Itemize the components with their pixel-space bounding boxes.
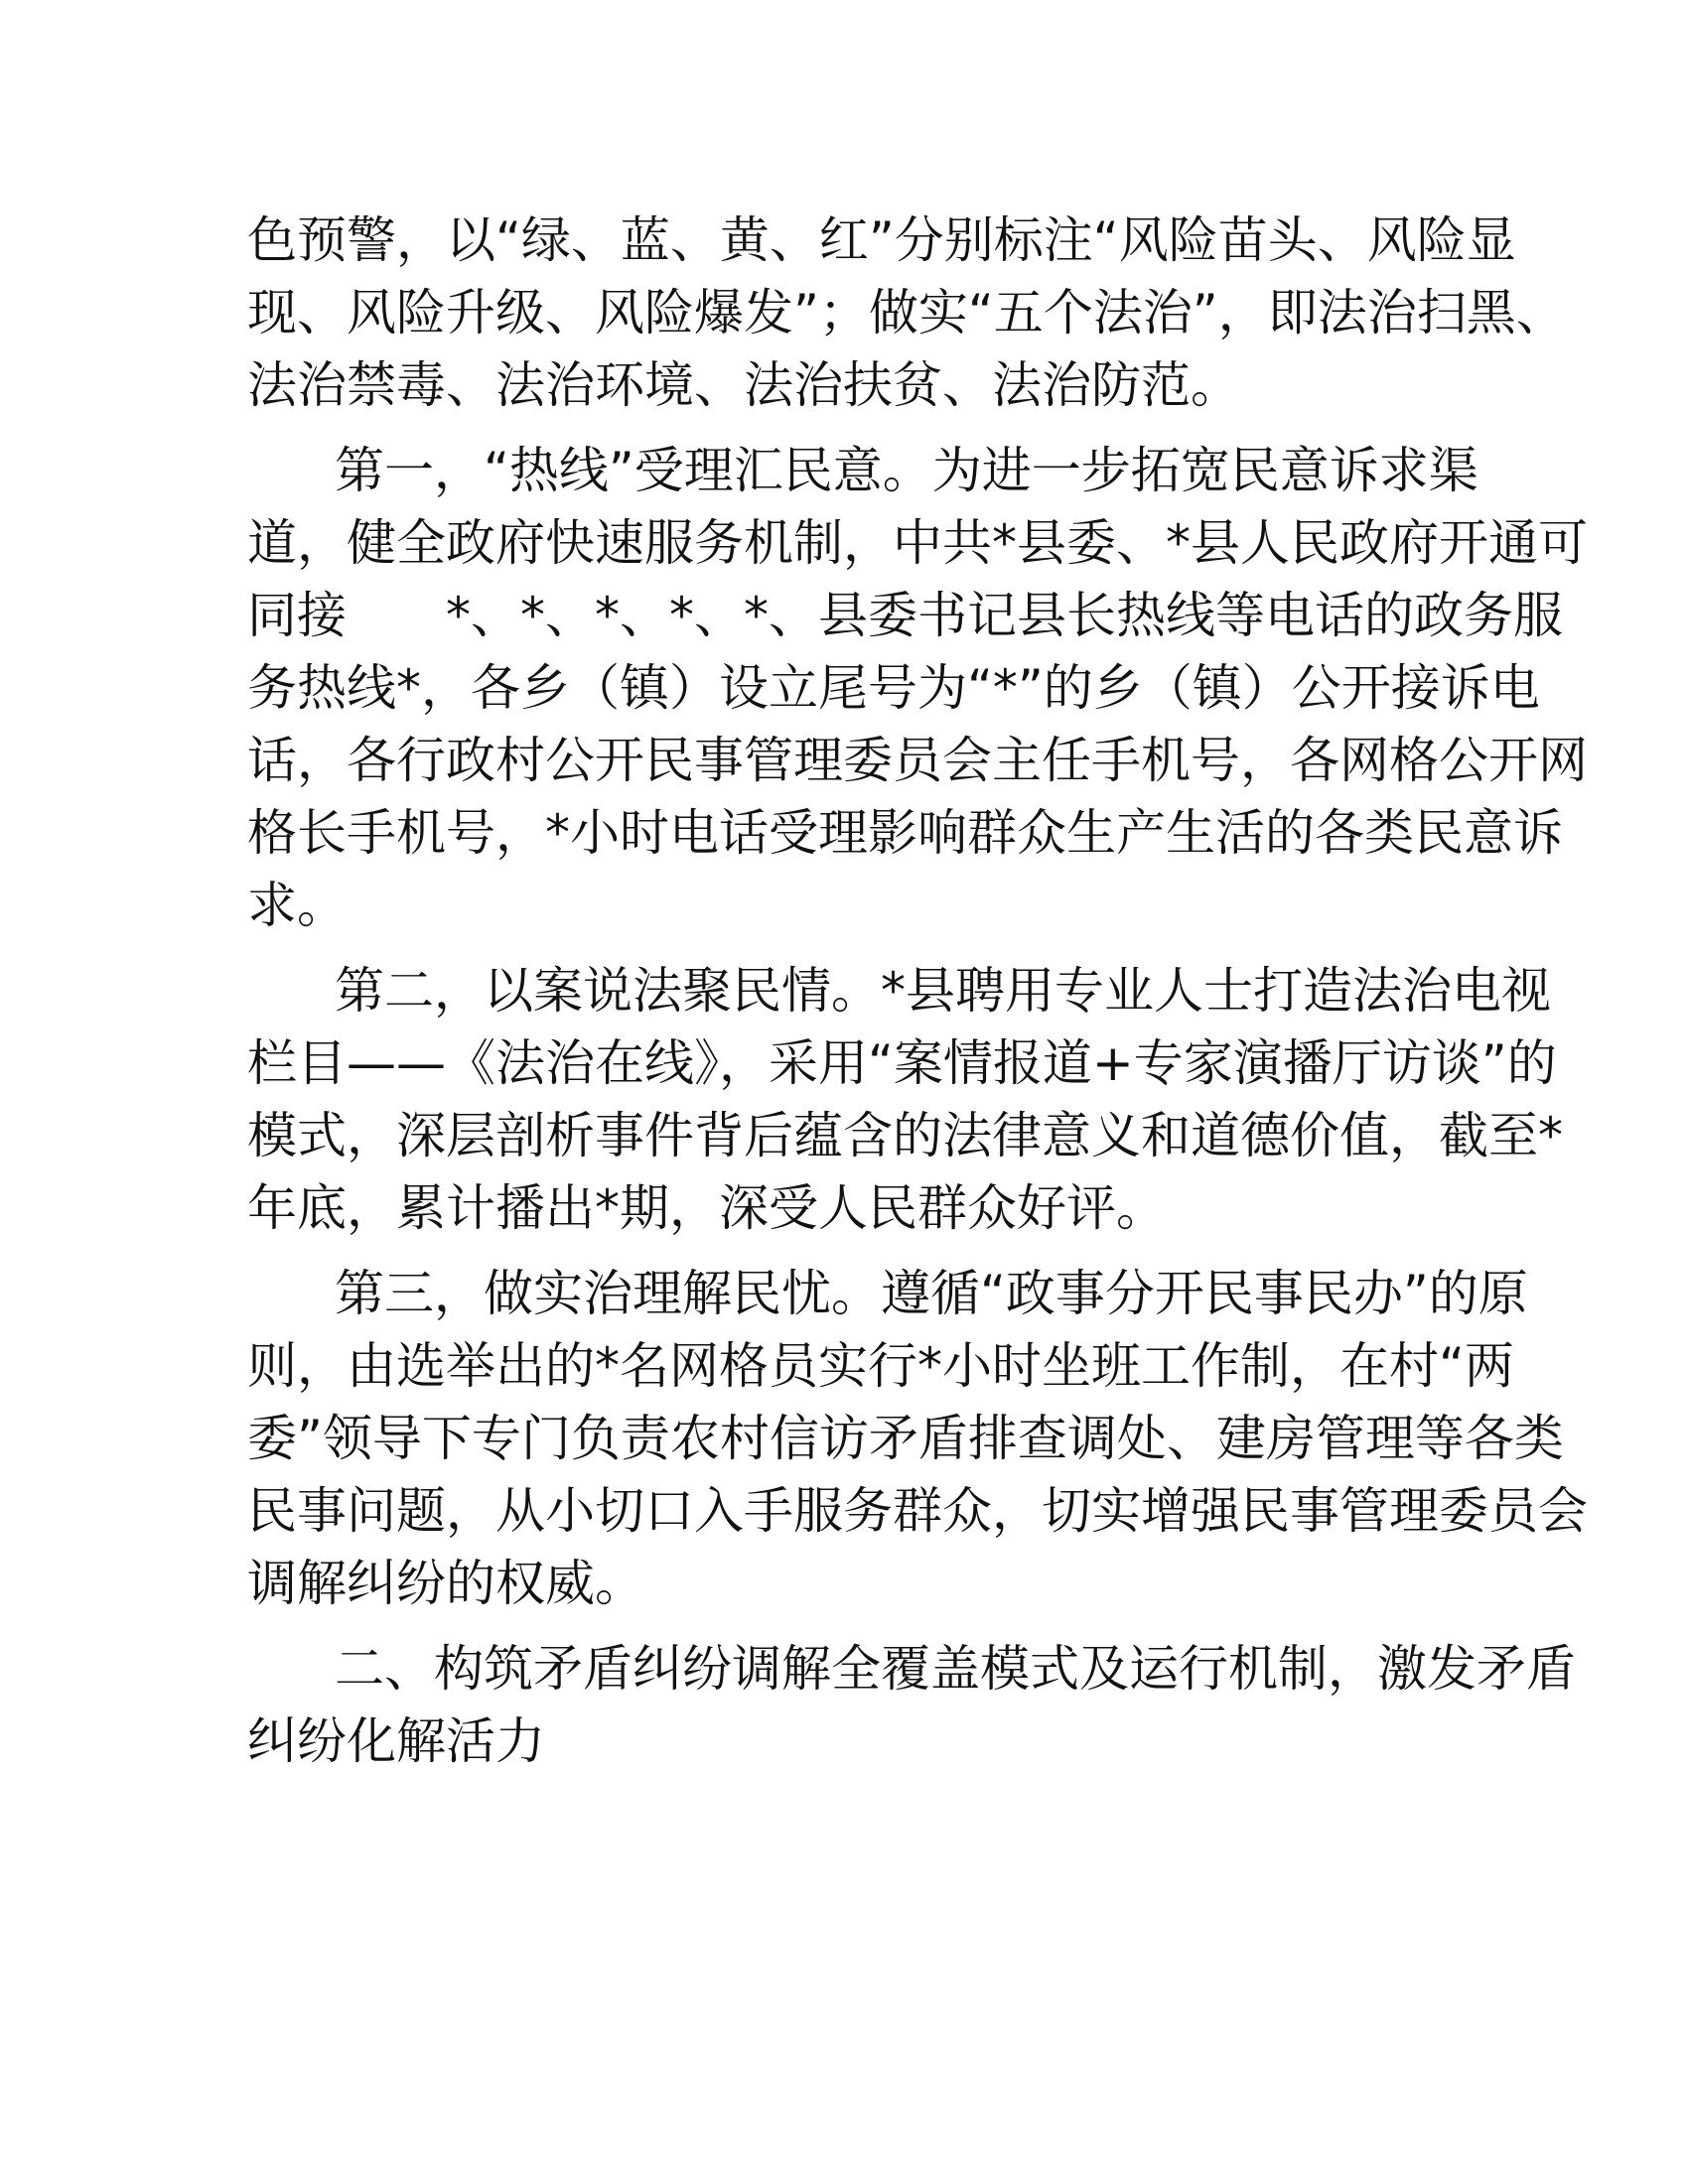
text-line: 第二，以案说法聚民情。*县聘用专业人士打造法治电视 — [335, 962, 1551, 1020]
text-line: 话，各行政村公开民事管理委员会主任手机号，各网格公开网 — [247, 732, 1588, 789]
section-heading-two — [247, 1633, 1576, 1778]
paragraph-first-hotline — [247, 435, 1588, 942]
text-line: 委”领导下专门负责农村信访矛盾排查调处、建房管理等各类 — [247, 1410, 1564, 1467]
text-line: 现、风险升级、风险爆发”；做实“五个法治”，即法治扫黑、 — [247, 284, 1566, 341]
text-line: 模式，深层剖析事件背后蕴含的法律意义和道德价值，截至* — [247, 1107, 1563, 1164]
text-line: 则，由选举出的*名网格员实行*小时坐班工作制，在村“两 — [247, 1337, 1514, 1395]
text-line: 色预警，以“绿、蓝、黄、红”分别标注“风险苗头、风险显 — [247, 211, 1516, 269]
text-line: 务热线*，各乡（镇）设立尾号为“*”的乡（镇）公开接诉电 — [247, 659, 1540, 717]
paragraph-third-governance — [247, 1258, 1588, 1620]
text-line: 调解纠纷的权威。 — [247, 1555, 644, 1612]
document-body — [247, 205, 1588, 1791]
text-line: 求。 — [247, 877, 347, 934]
text-line: 民事问题，从小切口入手服务群众，切实增强民事管理委员会 — [247, 1482, 1588, 1540]
text-line: 第一，“热线”受理汇民意。为进一步拓宽民意诉求渠 — [335, 442, 1478, 499]
text-line: 栏目——《法治在线》，采用“案情报道+专家演播厅访谈”的 — [247, 1034, 1557, 1092]
text-line: 道，健全政府快速服务机制，中共*县委、*县人民政府开通可 — [247, 514, 1588, 572]
text-line: 二、构筑矛盾纠纷调解全覆盖模式及运行机制，激发矛盾 — [335, 1640, 1576, 1698]
paragraph-second-case-law — [247, 955, 1563, 1245]
text-line: 同接 *、*、*、*、*、县委书记县长热线等电话的政务服 — [247, 587, 1563, 644]
text-line: 第三，做实治理解民忧。遵循“政事分开民事民办”的原 — [335, 1265, 1528, 1322]
text-line: 纠纷化解活力 — [247, 1712, 545, 1770]
paragraph-risk-warning — [247, 205, 1566, 422]
text-line: 年底，累计播出*期，深受人民群众好评。 — [247, 1179, 1166, 1237]
text-line: 法治禁毒、法治环境、法治扶贫、法治防范。 — [247, 356, 1240, 414]
text-line: 格长手机号，*小时电话受理影响群众生产生活的各类民意诉 — [247, 804, 1563, 862]
